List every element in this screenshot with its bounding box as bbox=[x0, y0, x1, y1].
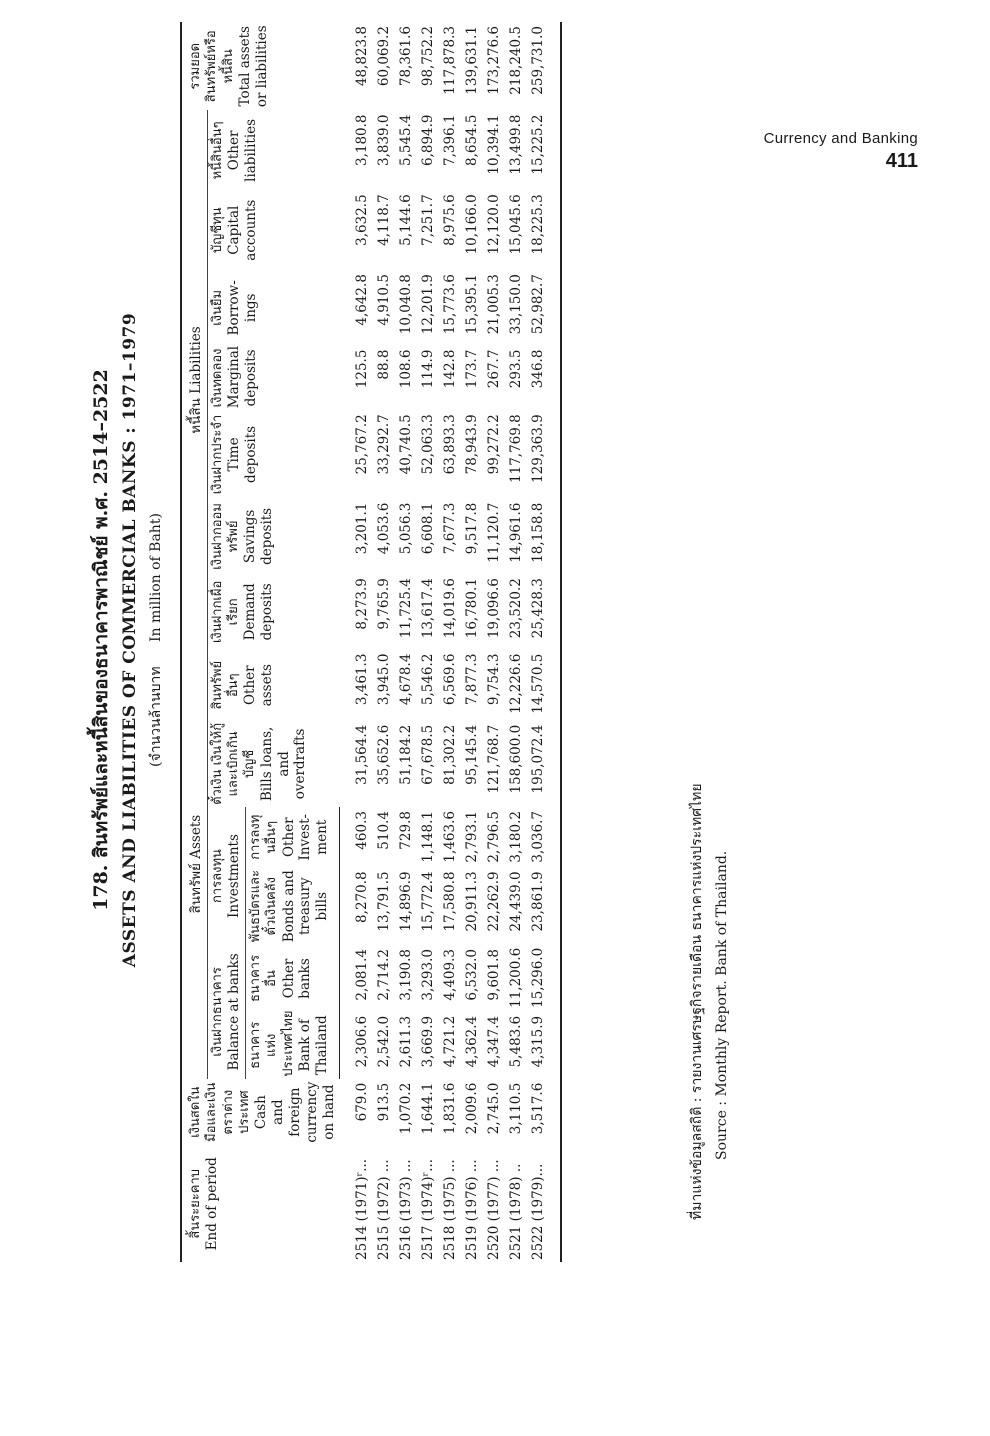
col-header-other-banks: ธนาคารอื่น Other banks bbox=[246, 945, 340, 1012]
table-row bbox=[395, 22, 417, 1262]
value-cell: 6,608.1 bbox=[420, 502, 437, 555]
value-cell: 5,056.3 bbox=[398, 502, 415, 555]
col-header-period: สิ้นระยะคาบ End of period bbox=[181, 1146, 340, 1262]
value-cell: 15,773.6 bbox=[442, 274, 459, 335]
source-english: Source : Monthly Report. Bank of Thailand. bbox=[714, 850, 730, 1160]
value-cell: 11,725.4 bbox=[398, 578, 415, 639]
value-cell: 17,580.8 bbox=[442, 871, 459, 932]
value-cell: 48,823.8 bbox=[353, 26, 370, 87]
value-cell: 11,200.6 bbox=[508, 947, 525, 1008]
value-cell: 15,296.0 bbox=[527, 945, 561, 1012]
value-cell: 4,347.4 bbox=[486, 1015, 503, 1068]
value-cell: 7,251.7 bbox=[420, 194, 437, 246]
value-cell: 2,793.1 bbox=[464, 811, 481, 863]
table-row bbox=[373, 22, 395, 1262]
value-cell: 21,005.3 bbox=[486, 274, 503, 335]
value-cell: 10,394.1 bbox=[486, 114, 503, 175]
value-cell: 52,063.3 bbox=[420, 414, 437, 475]
value-cell: 18,225.3 bbox=[527, 190, 561, 270]
col-header-demand-deposits: เงินฝากเผื่อเรียก Demand deposits bbox=[209, 580, 276, 644]
value-cell: 4,409.3 bbox=[442, 949, 459, 1001]
value-cell: 3,517.6 bbox=[527, 1079, 561, 1146]
col-header-other-investment: การลงทุนอื่นๆ Other Invest- ment bbox=[246, 807, 340, 867]
value-cell: 8,273.9 bbox=[353, 578, 370, 630]
value-cell: 3,180.2 bbox=[508, 811, 525, 863]
period-cell: 2521 (1978) .. bbox=[508, 1163, 525, 1260]
value-cell: 25,428.3 bbox=[527, 574, 561, 649]
value-cell: 259,731.0 bbox=[527, 22, 561, 110]
value-cell: 2,306.6 bbox=[354, 1015, 371, 1068]
value-cell: 9,765.9 bbox=[376, 578, 393, 630]
value-cell: 4,678.4 bbox=[398, 653, 415, 706]
running-head bbox=[764, 130, 918, 173]
value-cell: 3,201.1 bbox=[353, 502, 370, 555]
page-number: 411 bbox=[885, 150, 918, 172]
value-cell: 121,768.7 bbox=[486, 724, 503, 794]
group-header-balance-at-banks: เงินฝากธนาคาร Balance at banks bbox=[207, 945, 245, 1079]
value-cell: 117,769.8 bbox=[508, 414, 525, 483]
value-cell: 3,669.9 bbox=[420, 1015, 437, 1068]
value-cell: 5,144.6 bbox=[398, 194, 415, 246]
value-cell: 19,096.6 bbox=[486, 578, 503, 639]
value-cell: 4,053.6 bbox=[376, 502, 393, 555]
table-row bbox=[461, 22, 483, 1262]
value-cell: 78,361.6 bbox=[398, 26, 415, 87]
source-thai: ที่มาแห่งข้อมูลสถิติ : รายงานเศรษฐกิจรายเดือน ธนาคารแห่งประเทศไทย bbox=[689, 783, 705, 1220]
value-cell: 173.7 bbox=[464, 349, 481, 389]
source-notes bbox=[686, 120, 736, 1220]
col-header-borrowings: เงินยืม Borrow- ings bbox=[209, 280, 259, 336]
value-cell: 125.5 bbox=[353, 349, 370, 389]
value-cell: 7,877.3 bbox=[464, 653, 481, 706]
value-cell: 22,262.9 bbox=[486, 871, 503, 932]
value-cell: 51,184.2 bbox=[398, 724, 415, 785]
value-cell: 8,270.8 bbox=[354, 871, 371, 923]
value-cell: 3,293.0 bbox=[420, 949, 437, 1001]
value-cell: 1,070.2 bbox=[398, 1082, 415, 1135]
value-cell: 8,975.6 bbox=[442, 194, 459, 246]
value-cell: 33,292.7 bbox=[376, 414, 393, 475]
value-cell: 3,632.5 bbox=[353, 194, 370, 246]
col-header-marginal-deposits: เงินทดลอง Marginal deposits bbox=[209, 345, 259, 409]
value-cell: 14,961.6 bbox=[508, 502, 525, 563]
value-cell: 1,831.6 bbox=[442, 1082, 459, 1135]
table-row bbox=[483, 22, 505, 1262]
value-cell: 173,276.6 bbox=[486, 26, 503, 95]
value-cell: 3,945.0 bbox=[376, 653, 393, 706]
value-cell: 2,081.4 bbox=[354, 949, 371, 1001]
table-row bbox=[505, 22, 527, 1262]
table-title-block bbox=[80, 0, 167, 1380]
value-cell: 114.9 bbox=[420, 349, 437, 389]
value-cell: 14,896.9 bbox=[398, 871, 415, 932]
value-cell: 15,395.1 bbox=[464, 274, 481, 335]
value-cell: 9,754.3 bbox=[486, 653, 503, 706]
rotated-table-page bbox=[80, 0, 770, 1380]
table-row bbox=[340, 22, 374, 1262]
value-cell: 9,517.8 bbox=[464, 502, 481, 555]
value-cell: 78,943.9 bbox=[464, 414, 481, 475]
value-cell: 23,520.2 bbox=[508, 578, 525, 639]
value-cell: 510.4 bbox=[376, 811, 393, 850]
value-cell: 20,911.3 bbox=[464, 871, 481, 932]
value-cell: 3,110.5 bbox=[508, 1082, 525, 1135]
value-cell: 108.6 bbox=[398, 349, 415, 389]
value-cell: 3,839.0 bbox=[376, 114, 393, 167]
value-cell: 5,483.6 bbox=[508, 1015, 525, 1068]
value-cell: 12,120.0 bbox=[486, 194, 503, 255]
value-cell: 117,878.3 bbox=[442, 26, 459, 95]
col-header-bills-loans: ตั๋วเงิน เงินให้กู้และเบิกเกินบัญชี Bills loans, and overdrafts bbox=[209, 722, 309, 805]
value-cell: 218,240.5 bbox=[508, 26, 525, 95]
value-cell: 14,570.5 bbox=[527, 650, 561, 721]
period-cell: 2519 (1976) ... bbox=[464, 1159, 481, 1260]
value-cell: 2,714.2 bbox=[376, 949, 393, 1001]
value-cell: 139,631.1 bbox=[464, 26, 481, 95]
value-cell: 5,546.2 bbox=[420, 653, 437, 706]
value-cell: 4,118.7 bbox=[376, 194, 393, 246]
value-cell: 88.8 bbox=[376, 349, 393, 380]
value-cell: 3,036.7 bbox=[527, 807, 561, 867]
col-header-bank-of-thailand: ธนาคารแห่งประเทศไทย Bank of Thailand bbox=[246, 1012, 340, 1079]
value-cell: 2,745.0 bbox=[486, 1082, 503, 1135]
value-cell: 4,362.4 bbox=[464, 1015, 481, 1068]
group-header-liabilities: หนี้สิน Liabilities bbox=[181, 110, 207, 649]
value-cell: 10,040.8 bbox=[398, 274, 415, 335]
value-cell: 6,894.9 bbox=[420, 114, 437, 167]
col-header-savings-deposits: เงินฝากออมทรัพย์ Savings deposits bbox=[209, 503, 276, 570]
value-cell: 12,201.9 bbox=[420, 274, 437, 335]
col-header-other-assets: สินทรัพย์อื่นๆ Other assets bbox=[209, 660, 276, 710]
value-cell: 99,272.2 bbox=[486, 414, 503, 475]
period-cell: 2515 (1972) ... bbox=[376, 1159, 393, 1260]
value-cell: 15,225.2 bbox=[527, 110, 561, 190]
value-cell: 4,642.8 bbox=[353, 274, 370, 326]
period-cell: 2522 (1979)... bbox=[527, 1146, 561, 1262]
value-cell: 2,611.3 bbox=[398, 1015, 415, 1068]
value-cell: 142.8 bbox=[442, 349, 459, 389]
value-cell: 15,772.4 bbox=[420, 871, 437, 932]
value-cell: 24,439.0 bbox=[508, 871, 525, 932]
value-cell: 15,045.6 bbox=[508, 194, 525, 255]
value-cell: 1,148.1 bbox=[420, 811, 437, 863]
period-cell: 2520 (1977) ... bbox=[486, 1159, 503, 1260]
value-cell: 7,396.1 bbox=[442, 114, 459, 167]
value-cell: 2,542.0 bbox=[376, 1015, 393, 1068]
assets-liabilities-table bbox=[180, 22, 562, 1262]
value-cell: 40,740.5 bbox=[398, 414, 415, 475]
table-row bbox=[417, 22, 439, 1262]
value-cell: 81,302.2 bbox=[442, 724, 459, 785]
value-cell: 52,982.7 bbox=[527, 270, 561, 345]
value-cell: 6,569.6 bbox=[442, 653, 459, 706]
col-header-bonds: พันธบัตรและตั๋วเงินคลัง Bonds and treasury bills bbox=[246, 867, 340, 945]
value-cell: 98,752.2 bbox=[420, 26, 437, 87]
value-cell: 3,461.3 bbox=[353, 653, 370, 706]
value-cell: 95,145.4 bbox=[464, 724, 481, 785]
value-cell: 346.8 bbox=[527, 346, 561, 411]
value-cell: 60,069.2 bbox=[376, 26, 393, 87]
value-cell: 35,652.6 bbox=[376, 724, 393, 785]
value-cell: 14,019.6 bbox=[442, 578, 459, 639]
value-cell: 7,677.3 bbox=[442, 502, 459, 555]
table-body bbox=[340, 22, 562, 1262]
value-cell: 8,654.5 bbox=[464, 114, 481, 167]
col-header-total: รวมยอดสินทรัพย์หรือหนี้สิน Total assets or liabilities bbox=[181, 22, 340, 110]
value-cell: 1,463.6 bbox=[442, 811, 459, 863]
value-cell: 10,166.0 bbox=[464, 194, 481, 255]
value-cell: 6,532.0 bbox=[464, 949, 481, 1001]
value-cell: 23,861.9 bbox=[527, 867, 561, 945]
value-cell: 267.7 bbox=[486, 349, 503, 389]
value-cell: 913.5 bbox=[376, 1082, 393, 1122]
col-header-other-liabilities: หนี้สินอื่นๆ Other liabilities bbox=[209, 118, 259, 182]
period-cell: 2516 (1973) ... bbox=[398, 1159, 415, 1260]
unit-thai: (จำนวนล้านบาท bbox=[148, 666, 164, 767]
value-cell: 13,791.5 bbox=[376, 871, 393, 932]
period-cell: 2517 (1974)ʳ... bbox=[420, 1158, 437, 1260]
value-cell: 9,601.8 bbox=[486, 949, 503, 1001]
value-cell: 25,767.2 bbox=[353, 414, 370, 475]
value-cell: 3,190.8 bbox=[398, 949, 415, 1001]
value-cell: 158,600.0 bbox=[508, 724, 525, 794]
value-cell: 729.8 bbox=[398, 811, 415, 850]
table-row bbox=[439, 22, 461, 1262]
value-cell: 195,072.4 bbox=[527, 721, 561, 807]
value-cell: 13,499.8 bbox=[508, 114, 525, 175]
value-cell: 16,780.1 bbox=[464, 578, 481, 639]
col-header-time-deposits: เงินฝากประจำ Time deposits bbox=[209, 414, 259, 495]
col-header-capital-accounts: บัญชีทุน Capital accounts bbox=[209, 199, 259, 261]
value-cell: 12,226.6 bbox=[508, 653, 525, 714]
value-cell: 460.3 bbox=[354, 811, 371, 850]
title-thai: 178. สินทรัพย์และหนี้สินของธนาคารพาณิชย์ พ.ศ. 2514–2522 bbox=[90, 369, 112, 911]
value-cell: 4,910.5 bbox=[376, 274, 393, 326]
value-cell: 13,617.4 bbox=[420, 578, 437, 639]
value-cell: 2,009.6 bbox=[464, 1082, 481, 1135]
unit-note bbox=[145, 0, 167, 1380]
value-cell: 63,893.3 bbox=[442, 414, 459, 475]
value-cell: 5,545.4 bbox=[398, 114, 415, 167]
group-header-investments: การลงทุน Investments bbox=[207, 807, 245, 945]
value-cell: 11,120.7 bbox=[486, 502, 503, 563]
period-cell: 2514 (1971)ʳ... bbox=[353, 1158, 370, 1260]
value-cell: 2,796.5 bbox=[486, 811, 503, 863]
value-cell: 4,721.2 bbox=[442, 1015, 459, 1068]
value-cell: 18,158.8 bbox=[527, 499, 561, 574]
value-cell: 1,644.1 bbox=[420, 1082, 437, 1135]
value-cell: 293.5 bbox=[508, 349, 525, 389]
value-cell: 33,150.0 bbox=[508, 274, 525, 335]
title-english: ASSETS AND LIABILITIES OF COMMERCIAL BANKS : 1971–1979 bbox=[120, 312, 140, 968]
value-cell: 31,564.4 bbox=[353, 724, 370, 785]
section-title: Currency and Banking bbox=[763, 130, 918, 147]
col-header-cash: เงินสดในมือและเงินตราต่างประเทศ Cash and foreign currency on hand bbox=[181, 1079, 340, 1146]
value-cell: 679.0 bbox=[353, 1082, 370, 1122]
value-cell: 4,315.9 bbox=[527, 1012, 561, 1079]
value-cell: 67,678.5 bbox=[420, 724, 437, 785]
period-cell: 2518 (1975) ... bbox=[442, 1159, 459, 1260]
table-row bbox=[527, 22, 561, 1262]
value-cell: 129,363.9 bbox=[527, 410, 561, 498]
value-cell: 3,180.8 bbox=[353, 114, 370, 167]
group-header-assets: สินทรัพย์ Assets bbox=[181, 650, 207, 1079]
unit-english: In million of Baht) bbox=[148, 513, 164, 642]
